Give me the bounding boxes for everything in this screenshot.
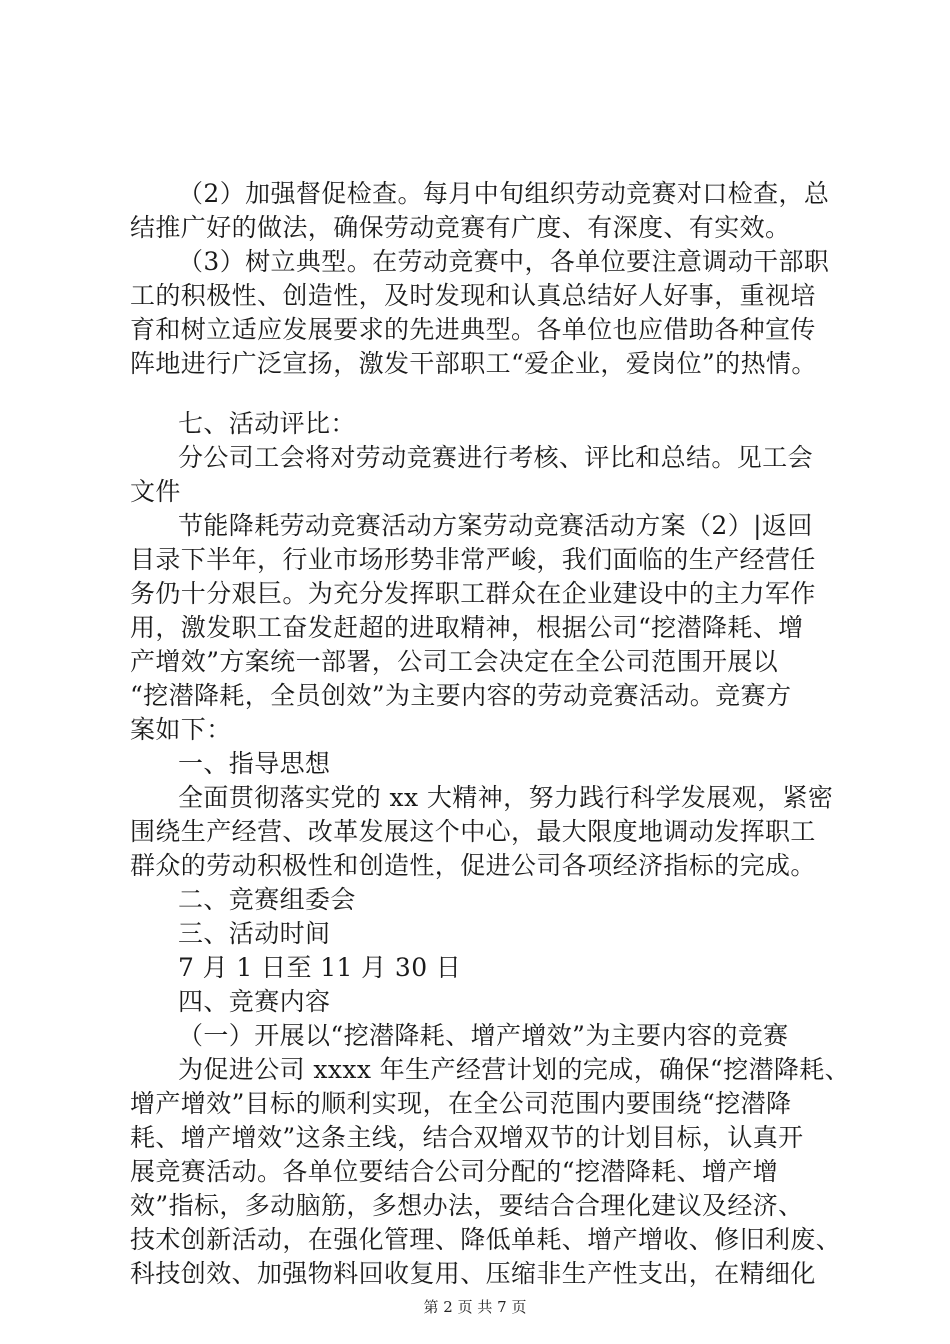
text-line: 技术创新活动，在强化管理、降低单耗、增产增收、修旧利废、: [130, 1225, 842, 1254]
section-heading: 二、竞赛组委会: [178, 885, 356, 914]
section-heading: 三、活动时间: [178, 919, 331, 948]
text-line: 围绕生产经营、改革发展这个中心，最大限度地调动发挥职工: [130, 817, 816, 846]
page-footer: 第 2 页 共 7 页: [423, 1298, 527, 1316]
text-line: 为促进公司 xxxx 年生产经营计划的完成，确保“挖潜降耗、: [178, 1055, 851, 1084]
subsection-heading: （一）开展以“挖潜降耗、增产增效”为主要内容的竞赛: [178, 1021, 789, 1050]
text-line: （3）树立典型。在劳动竞赛中，各单位要注意调动干部职: [178, 247, 830, 276]
text-line: 效”指标，多动脑筋，多想办法，要结合合理化建议及经济、: [130, 1191, 804, 1220]
text-line: 节能降耗劳动竞赛活动方案劳动竞赛活动方案（2）|返回: [178, 511, 813, 540]
text-line: 增产增效”目标的顺利实现，在全公司范围内要围绕“挖潜降: [130, 1089, 792, 1118]
text-line: 结推广好的做法，确保劳动竞赛有广度、有深度、有实效。: [130, 213, 791, 242]
text-line: 展竞赛活动。各单位要结合公司分配的“挖潜降耗、增产增: [130, 1157, 779, 1186]
text-line: 耗、增产增效”这条主线，结合双增双节的计划目标，认真开: [130, 1123, 804, 1152]
text-line: 目录下半年，行业市场形势非常严峻，我们面临的生产经营任: [130, 545, 816, 574]
text-line: 育和树立适应发展要求的先进典型。各单位也应借助各种宣传: [130, 315, 816, 344]
text-line: 7 月 1 日至 11 月 30 日: [178, 953, 462, 982]
text-line: 阵地进行广泛宣扬，激发干部职工“爱企业，爱岗位”的热情。: [130, 349, 817, 378]
text-line: （2）加强督促检查。每月中旬组织劳动竞赛对口检查，总: [178, 179, 830, 208]
section-heading: 七、活动评比：: [178, 409, 356, 438]
text-line: 案如下：: [130, 715, 232, 744]
section-heading: 一、指导思想: [178, 749, 331, 778]
text-line: 用，激发职工奋发赶超的进取精神，根据公司“挖潜降耗、增: [130, 613, 804, 642]
text-line: 工的积极性、创造性，及时发现和认真总结好人好事，重视培: [130, 281, 816, 310]
text-line: 全面贯彻落实党的 xx 大精神，努力践行科学发展观，紧密: [178, 783, 834, 812]
section-heading: 四、竞赛内容: [178, 987, 331, 1016]
text-line: 务仍十分艰巨。为充分发挥职工群众在企业建设中的主力军作: [130, 579, 816, 608]
text-line: 科技创效、加强物料回收复用、压缩非生产性支出，在精细化: [130, 1259, 816, 1288]
text-line: 分公司工会将对劳动竞赛进行考核、评比和总结。见工会: [178, 443, 814, 472]
text-line: 文件: [130, 477, 181, 506]
text-line: 产增效”方案统一部署，公司工会决定在全公司范围开展以: [130, 647, 779, 676]
text-line: 群众的劳动积极性和创造性，促进公司各项经济指标的完成。: [130, 851, 816, 880]
text-line: “挖潜降耗，全员创效”为主要内容的劳动竞赛活动。竞赛方: [130, 681, 792, 710]
